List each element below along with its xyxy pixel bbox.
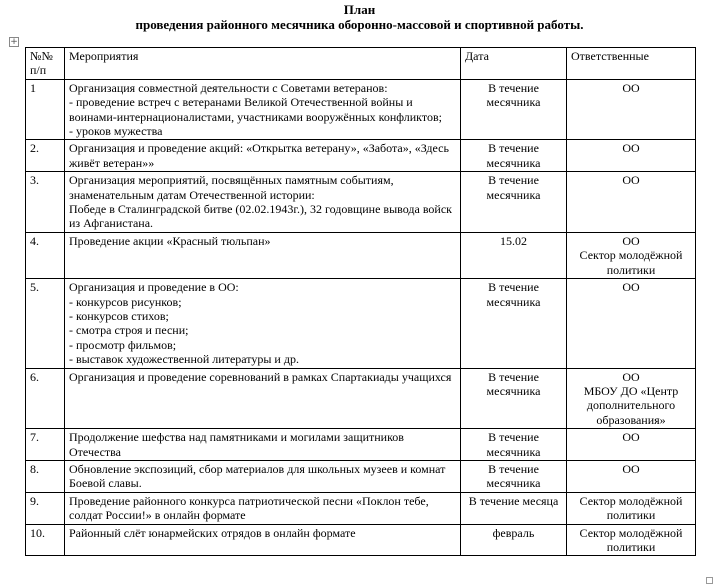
responsible-cell xyxy=(567,79,696,140)
responsible-line: ОО xyxy=(622,430,640,445)
event-cell xyxy=(65,492,461,524)
event-line: Продолжение шефства над памятниками и могилами защитников Отечества xyxy=(69,430,404,459)
event-line: Проведение акции «Красный тюльпан» xyxy=(69,233,271,248)
row-number: 7. xyxy=(26,429,65,461)
table-row xyxy=(26,429,696,461)
date-cell: В течение месячника xyxy=(461,429,567,461)
end-of-cell-marker xyxy=(706,577,713,584)
responsible-line: ОО xyxy=(622,369,640,384)
event-cell xyxy=(65,232,461,278)
event-cell xyxy=(65,524,461,556)
table-row xyxy=(26,140,696,172)
table-row xyxy=(26,460,696,492)
table-row xyxy=(26,492,696,524)
responsible-line: Сектор молодёжной политики xyxy=(579,248,683,277)
row-number: 2. xyxy=(26,140,65,172)
responsible-line: ОО xyxy=(622,80,640,95)
row-number: 10. xyxy=(26,524,65,556)
responsible-line: ОО xyxy=(622,280,640,295)
header-num: №№ п/п xyxy=(26,48,65,80)
responsible-line: ОО xyxy=(622,173,640,188)
event-line: Организация и проведение в ОО: xyxy=(69,280,239,295)
event-line: - просмотр фильмов; xyxy=(69,337,177,352)
header-responsible: Ответственные xyxy=(567,48,696,80)
table-row xyxy=(26,232,696,278)
responsible-line: Сектор молодёжной политики xyxy=(579,525,683,554)
table-move-handle-icon[interactable]: + xyxy=(10,37,18,47)
responsible-cell xyxy=(567,524,696,556)
plan-table xyxy=(25,47,696,556)
date-cell: В течение месячника xyxy=(461,79,567,140)
date-cell: В течение месяца xyxy=(461,492,567,524)
event-cell xyxy=(65,140,461,172)
event-cell xyxy=(65,279,461,368)
row-number: 4. xyxy=(26,232,65,278)
date-cell: В течение месячника xyxy=(461,140,567,172)
responsible-cell xyxy=(567,172,696,233)
table-row xyxy=(26,524,696,556)
table-row xyxy=(26,172,696,233)
date-cell: февраль xyxy=(461,524,567,556)
document-title: План xyxy=(343,2,376,17)
event-cell xyxy=(65,460,461,492)
responsible-line: ОО xyxy=(622,141,640,156)
responsible-cell xyxy=(567,429,696,461)
event-line: Обновление экспозиций, сбор материалов для школьных музеев и комнат Боевой славы. xyxy=(69,461,446,491)
date-cell: В течение месячника xyxy=(461,460,567,492)
event-cell xyxy=(65,172,461,233)
row-number: 8. xyxy=(26,460,65,492)
responsible-line: ОО xyxy=(622,461,640,476)
event-line: - уроков мужества xyxy=(69,124,163,139)
responsible-cell xyxy=(567,460,696,492)
event-line: - конкурсов стихов; xyxy=(69,308,169,323)
header-date: Дата xyxy=(461,48,567,80)
responsible-cell xyxy=(567,368,696,429)
event-line: Организация и проведение акций: «Открытка ветерану», «Забота», «Здесь живёт ветеран»» xyxy=(69,141,449,170)
event-line: - смотра строя и песни; xyxy=(69,323,189,338)
responsible-cell xyxy=(567,140,696,172)
event-line: Организация мероприятий, посвящённых памятным событиям, знаменательным датам Отечественной истории: xyxy=(69,173,394,202)
event-cell xyxy=(65,368,461,429)
table-row xyxy=(26,279,696,368)
row-number: 9. xyxy=(26,492,65,524)
table-row xyxy=(26,79,696,140)
event-line: Победе в Сталинградской битве (02.02.1943г.), 32 годовщине вывода войск из Афганистана. xyxy=(69,202,452,231)
row-number: 3. xyxy=(26,172,65,233)
document-subtitle: проведения районного месячника оборонно-массовой и спортивной работы. xyxy=(135,17,584,32)
event-line: - выставок художественной литературы и др. xyxy=(69,352,299,367)
event-line: Районный слёт юнармейских отрядов в онлайн формате xyxy=(69,525,356,540)
event-cell xyxy=(65,79,461,140)
event-line: - проведение встреч с ветеранами Великой Отечественной войны и воинами-интернационалистами, участниками вооружённых конфликтов; xyxy=(69,95,442,124)
row-number: 1 xyxy=(26,79,65,140)
table-header-row xyxy=(26,48,696,80)
event-line: Организация совместной деятельности с Советами ветеранов: xyxy=(69,80,388,95)
header-event: Мероприятия xyxy=(65,48,461,80)
row-number: 5. xyxy=(26,279,65,368)
date-cell: 15.02 xyxy=(461,232,567,278)
responsible-line: ОО xyxy=(622,233,640,248)
event-line: Организация и проведение соревнований в рамках Спартакиады учащихся xyxy=(69,369,452,384)
date-cell: В течение месячника xyxy=(461,172,567,233)
event-line: Проведение районного конкурса патриотической песни «Поклон тебе, солдат России!» в онлайн формате xyxy=(69,493,429,523)
responsible-cell xyxy=(567,492,696,524)
responsible-line: МБОУ ДО «Центр дополнительного образования» xyxy=(583,383,679,427)
date-cell: В течение месячника xyxy=(461,368,567,429)
responsible-line: Сектор молодёжной политики xyxy=(579,493,683,523)
date-cell: В течение месячника xyxy=(461,279,567,368)
responsible-cell xyxy=(567,232,696,278)
table-row xyxy=(26,368,696,429)
row-number: 6. xyxy=(26,368,65,429)
event-line: - конкурсов рисунков; xyxy=(69,294,182,309)
responsible-cell xyxy=(567,279,696,368)
event-cell xyxy=(65,429,461,461)
